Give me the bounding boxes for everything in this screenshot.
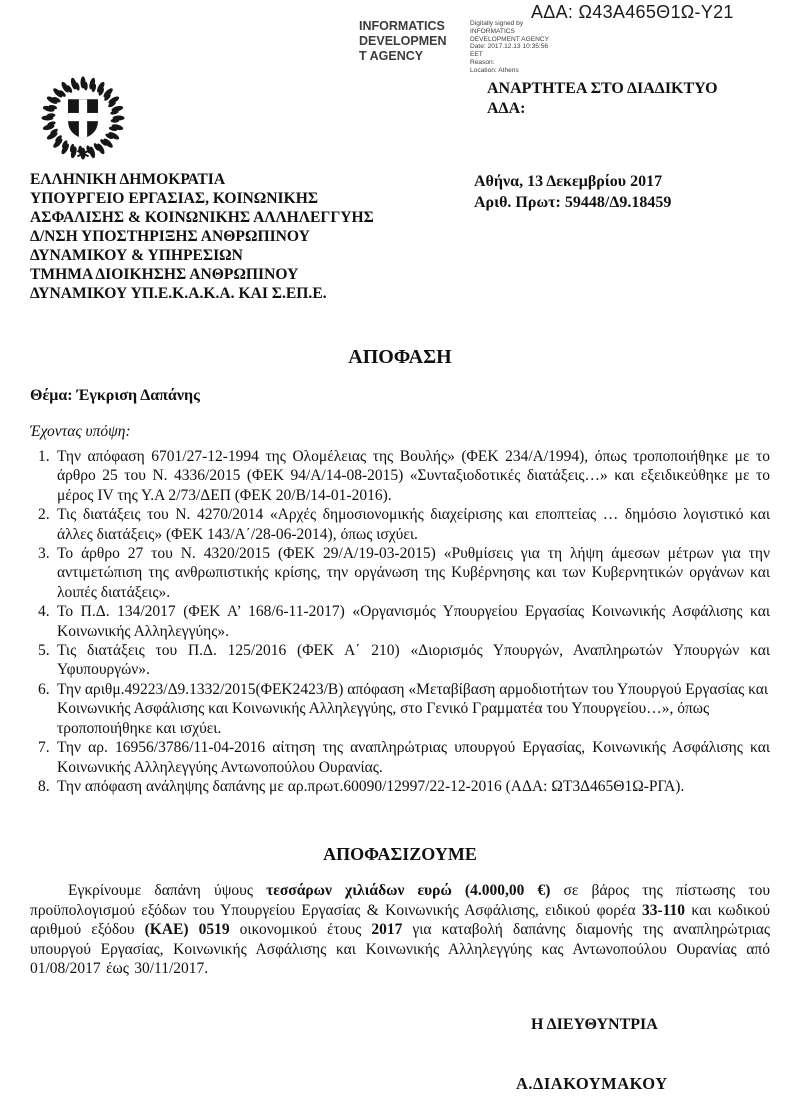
- item-text: Την απόφαση 6701/27-12-1994 της Ολομέλειας της Βουλής» (ΦΕΚ 234/Α/1994), όπως τροποποιήθηκε με το άρθρο 25 του Ν. 4336/2015 (ΦΕΚ 94/Α/14-08-2015) «Συνταξιοδοτικές διατάξεις…» και εξειδικεύθηκε με το μέρος IV της Υ.Α 2/73/ΔΕΠ (ΦΕΚ 20/Β/14-01-2016).: [57, 448, 770, 504]
- item-number: 7.: [38, 739, 50, 757]
- item-number: 5.: [38, 642, 50, 660]
- stamp-detail-line: Date: 2017.12.13 10:35:56: [470, 43, 549, 51]
- stamp-detail-line: DEVELOPMENT AGENCY: [470, 35, 550, 43]
- ministry-header-line: ΔΥΝΑΜΙΚΟΥ & ΥΠΗΡΕΣΙΩΝ: [30, 247, 243, 264]
- stamp-detail-line: INFORMATICS: [470, 27, 515, 35]
- ministry-header-line: ΥΠΟΥΡΓΕΙΟ ΕΡΓΑΣΙΑΣ, ΚΟΙΝΩΝΙΚΗΣ: [30, 190, 319, 207]
- decision-title: ΑΠΟΦΑΣΗ: [348, 346, 452, 368]
- ministry-header-line: ΑΣΦΑΛΙΣΗΣ & ΚΟΙΝΩΝΙΚΗΣ ΑΛΛΗΛΕΓΓΥΗΣ: [30, 209, 374, 226]
- posted-on-internet-block: [487, 79, 718, 119]
- ministry-header-line: ΔΥΝΑΜΙΚΟΥ ΥΠ.Ε.Κ.Α.Κ.Α. ΚΑΙ Σ.ΕΠ.Ε.: [30, 285, 327, 302]
- ministry-header: [30, 170, 374, 303]
- consideration-item: [38, 544, 770, 602]
- stamp-agency-line: INFORMATICS: [359, 19, 445, 33]
- body-text: για καταβολή δαπάνης διαμονής της αναπληρώτριας υπουργού Εργασίας, Κοινωνικής Ασφάλισης και Κοινωνικής Αλληλεγγύης κας Αντωνοπούλου Ουρανίας από 01/08/2017 έως 30/11/2017.: [30, 921, 770, 977]
- stamp-agency-line: DEVELOPMEN: [359, 34, 447, 48]
- subject-line: Θέμα: Έγκριση Δαπάνης: [30, 387, 200, 404]
- stamp-detail-line: Digitally signed by: [470, 20, 524, 27]
- item-number: 4.: [38, 603, 50, 621]
- consideration-item: [38, 777, 770, 796]
- having-regard-line: Έχοντας υπόψη:: [30, 423, 131, 440]
- item-number: 3.: [38, 545, 50, 563]
- ministry-header-line: Δ/ΝΣΗ ΥΠΟΣΤΗΡΙΞΗΣ ΑΝΘΡΩΠΙΝΟΥ: [30, 228, 310, 245]
- city-date: Αθήνα, 13 Δεκεμβρίου 2017: [474, 173, 663, 190]
- ministry-header-line: ΤΜΗΜΑ ΔΙΟΙΚΗΣΗΣ ΑΝΘΡΩΠΙΝΟΥ: [30, 266, 299, 283]
- resolve-title: ΑΠΟΦΑΣΙΖΟΥΜΕ: [323, 844, 477, 865]
- date-protocol-block: [474, 172, 671, 213]
- item-text: Το Π.Δ. 134/2017 (ΦΕΚ Α’ 168/6-11-2017) «Οργανισμός Υπουργείου Εργασίας Κοινωνικής Ασφάλισης και Κοινωνικής Αλληλεγγύης».: [57, 603, 770, 640]
- consideration-item: [38, 447, 770, 505]
- decision-paragraph: [30, 881, 770, 978]
- item-text: Τις διατάξεις του Ν. 4270/2014 «Αρχές δημοσιονομικής διαχείρισης και εποπτείας … δημόσιο λογιστικό και άλλες διατάξεις» (ΦΕΚ 143/Α΄/28-06-2014), όπως ισχύει.: [57, 506, 770, 543]
- considerations-list: [30, 447, 770, 796]
- ada-code-top: ΑΔΑ: Ω43Α465Θ1Ω-Υ21: [531, 2, 734, 22]
- greek-national-emblem-icon: [36, 74, 130, 167]
- signatory-title: Η ΔΙΕΥΘΥΝΤΡΙΑ: [531, 1016, 658, 1033]
- stamp-detail-line: Reason:: [470, 58, 495, 66]
- emphasized-text: (ΚΑΕ) 0519: [144, 921, 230, 939]
- item-number: 6.: [38, 680, 50, 698]
- consideration-item: [38, 641, 770, 680]
- emphasized-text: τεσσάρων χιλιάδων ευρώ (4.000,00 €): [266, 882, 551, 900]
- stamp-detail-line: EET: [470, 51, 483, 59]
- stamp-detail-line: Location: Athens: [470, 66, 519, 74]
- document-body: [30, 346, 770, 994]
- body-text: σε βάρος της πίστωσης του προϋπολογισμού εξόδων του Υπουργείου Εργασίας & Κοινωνικής Ασφάλισης, ειδικού φορέα: [30, 882, 770, 919]
- ministry-header-line: ΕΛΛΗΝΙΚΗ ΔΗΜΟΚΡΑΤΙΑ: [30, 171, 226, 188]
- item-number: 2.: [38, 506, 50, 524]
- digital-signature-stamp: [359, 19, 549, 75]
- consideration-item: [38, 738, 770, 777]
- emphasized-text: 33-110: [642, 901, 686, 919]
- protocol-number: Αριθ. Πρωτ: 59448/Δ9.18459: [474, 193, 672, 211]
- item-text: Την αριθμ.49223/Δ9.1332/2015(ΦΕΚ2423/Β) απόφαση «Μεταβίβαση αρμοδιοτήτων του Υπουργού Εργασίας και Κοινωνικής Ασφάλισης και Κοινωνικής Αλληλεγγύης, στο Γενικό Γραμματέα του Υπουργείου…», όπως τροποποιήθηκε και ισχύει.: [57, 680, 769, 737]
- body-text: και κωδικού αριθμού εξόδου: [30, 901, 770, 939]
- posted-label: ΑΝΑΡΤΗΤΕΑ ΣΤΟ ΔΙΑΔΙΚΤΥΟ: [487, 80, 718, 97]
- body-text: Εγκρίνουμε δαπάνη ύψους: [68, 882, 267, 900]
- item-text: Τις διατάξεις του Π.Δ. 125/2016 (ΦΕΚ Α΄ 210) «Διορισμός Υπουργών, Αναπληρωτών Υπουργών και Υφυπουργών».: [57, 642, 770, 679]
- stamp-agency-name: [359, 19, 461, 75]
- stamp-agency-line: T AGENCY: [359, 49, 424, 63]
- item-text: Την αρ. 16956/3786/11-04-2016 αίτηση της αναπληρώτριας υπουργού Εργασίας, Κοινωνικής Ασφάλισης και Κοινωνικής Αλληλεγγύης Αντωνοπούλου Ουρανίας.: [57, 739, 770, 776]
- item-text: Το άρθρο 27 του Ν. 4320/2015 (ΦΕΚ 29/Α/19-03-2015) «Ρυθμίσεις για τη λήψη άμεσων μέτρων για την αντιμετώπιση της ανθρωπιστικής κρίσης, την οργάνωση της Κυβέρνησης και των Κυβερνητικών οργάνων και λοιπές διατάξεις».: [57, 545, 770, 601]
- consideration-item: [38, 602, 770, 641]
- item-number: 1.: [38, 448, 50, 465]
- stamp-signature-details: [470, 19, 549, 75]
- consideration-item: [38, 505, 770, 544]
- item-text: Την απόφαση ανάληψης δαπάνης με αρ.πρωτ.60090/12997/22-12-2016 (ΑΔΑ: ΩΤ3Δ465Θ1Ω-ΡΓΑ).: [57, 777, 685, 795]
- consideration-item: [38, 680, 770, 738]
- item-number: 8.: [38, 777, 50, 795]
- body-text: οικονομικού έτους: [229, 921, 372, 939]
- signatory-name: Α.ΔΙΑΚΟΥΜΑΚΟΥ: [516, 1074, 668, 1093]
- emphasized-text: 2017: [371, 921, 403, 939]
- ada-label: ΑΔΑ:: [487, 100, 526, 117]
